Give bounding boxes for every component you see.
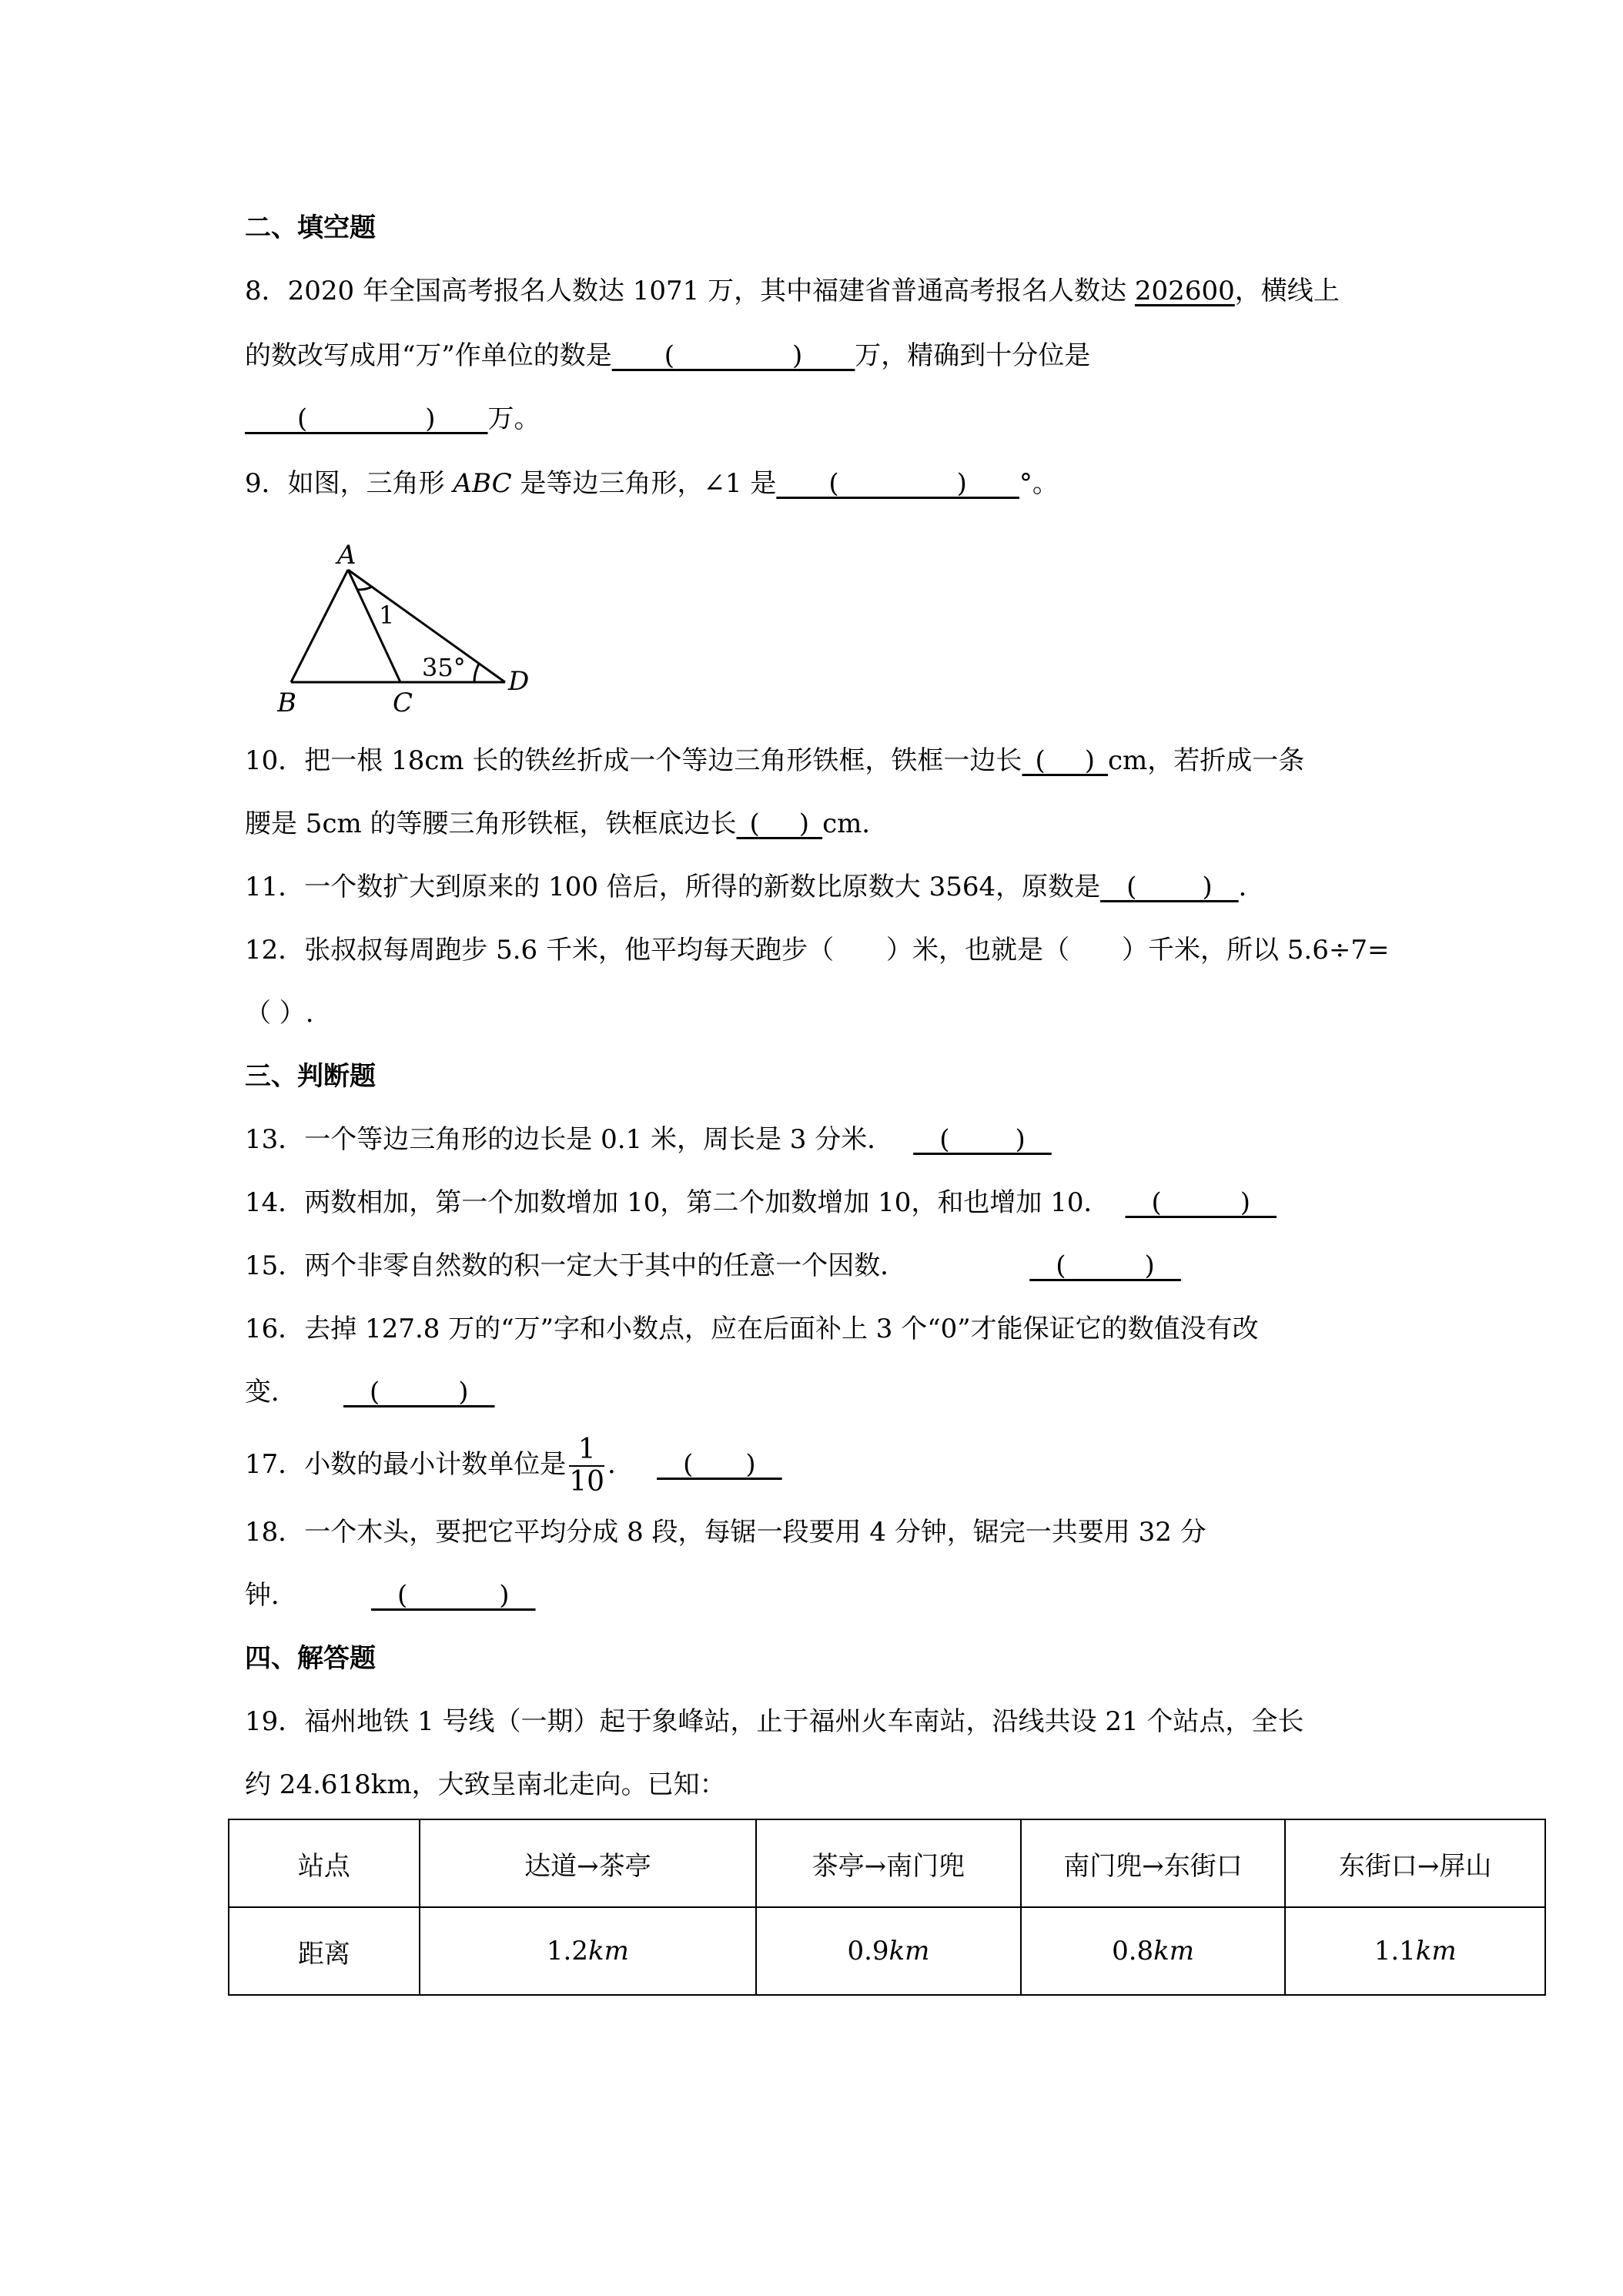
- table-cell: [1285, 1907, 1545, 1995]
- q15-text: 15．两个非零自然数的积一定大于其中的任意一个因数．: [245, 1250, 907, 1281]
- q10-text-3: 腰是 5cm 的等腰三角形铁框，铁框底边长: [245, 808, 737, 839]
- table-row-label: 距离: [229, 1907, 420, 1995]
- q17-post: ．: [607, 1449, 634, 1480]
- table-header-cell: 南门兜→东街口: [1021, 1819, 1286, 1907]
- question-19-line-2: 约 24.618km，大致呈南北走向。已知：: [245, 1769, 726, 1800]
- table-header-cell: 达道→茶亭: [420, 1819, 756, 1907]
- table-header-cell: 茶亭→南门兜: [756, 1819, 1021, 1907]
- q10-text-4: cm．: [822, 808, 888, 839]
- q8-text-part2: ，横线上: [1234, 276, 1340, 306]
- label-c: C: [393, 688, 413, 718]
- side-ab: [291, 570, 348, 682]
- question-8-line-2: [245, 339, 1090, 373]
- q18-text-2: 钟．: [245, 1580, 297, 1611]
- q9-text-post: °。: [1019, 468, 1059, 499]
- question-18-line-1: 18．一个木头，要把它平均分成 8 段，每锯一段要用 4 分钟，锯完一共要用 32 分: [245, 1517, 1206, 1548]
- fraction-denominator: 10: [569, 1466, 605, 1498]
- angle-1-arc: [357, 587, 372, 590]
- q9-text-mid: 是等边三角形，∠1 是: [511, 468, 777, 499]
- section-title-fill: 二、填空题: [245, 213, 376, 243]
- question-12-line-1: 12．张叔叔每周跑步 5.6 千米，他平均每天跑步（ ）米，也就是（ ）千米，所以 5.6÷7=: [245, 935, 1390, 966]
- question-17: [245, 1434, 782, 1498]
- question-18-line-2: [245, 1578, 536, 1612]
- question-11: [245, 870, 1265, 904]
- q11-text: 11．一个数扩大到原来的 100 倍后，所得的新数比原数大 3564，原数是: [245, 872, 1101, 902]
- q10-blank-1[interactable]: _(___)_: [1022, 745, 1108, 776]
- table-header-cell: 站点: [229, 1819, 420, 1907]
- section-title-judge: 三、判断题: [245, 1061, 376, 1092]
- distance-value: 0.9: [847, 1936, 889, 1966]
- table-header-row: [229, 1819, 1545, 1907]
- question-14: [245, 1186, 1277, 1220]
- distance-unit: km: [588, 1936, 629, 1966]
- label-d: D: [508, 666, 530, 697]
- angle-35-arc: [474, 664, 479, 682]
- q9-blank[interactable]: ____(_________)____: [776, 468, 1019, 499]
- q18-blank[interactable]: __(_______)__: [371, 1580, 536, 1611]
- table-header-cell: 东街口→屏山: [1285, 1819, 1545, 1907]
- q16-blank[interactable]: __(______)__: [343, 1377, 495, 1407]
- q16-text-2: 变．: [245, 1377, 297, 1407]
- q8-line3-suffix: 万。: [487, 403, 540, 434]
- q10-blank-2[interactable]: _(___)_: [736, 808, 823, 839]
- label-a: A: [337, 540, 356, 571]
- q10-text-2: cm，若折成一条: [1107, 745, 1305, 776]
- distance-value: 0.8: [1112, 1936, 1154, 1966]
- table-cell: [756, 1907, 1021, 1995]
- distance-table: [228, 1819, 1546, 1996]
- question-19-line-1: 19．福州地铁 1 号线（一期）起于象峰站，止于福州火车南站，沿线共设 21 个站点，全长: [245, 1706, 1304, 1737]
- q8-blank-1[interactable]: ____(_________)____: [611, 340, 855, 371]
- q13-blank[interactable]: __(_____)__: [913, 1124, 1052, 1155]
- question-10-line-2: [245, 807, 888, 841]
- label-angle-1: 1: [379, 601, 395, 630]
- question-9: [245, 467, 1059, 500]
- question-12-line-2: （ ）.: [245, 998, 314, 1029]
- q8-line2-text: 的数改写成用“万”作单位的数是: [245, 340, 612, 371]
- q8-line2-suffix: 万，精确到十分位是: [855, 340, 1091, 371]
- section-title-solve: 四、解答题: [245, 1643, 376, 1674]
- q9-triangle-name: ABC: [453, 468, 512, 499]
- question-8-line-3: [245, 402, 540, 436]
- q17-blank[interactable]: __(____)__: [657, 1449, 782, 1480]
- q9-text-pre: 9．如图，三角形: [245, 468, 453, 499]
- distance-value: 1.2: [546, 1936, 588, 1966]
- q11-blank[interactable]: __(_____)__: [1100, 872, 1239, 902]
- q11-post: ．: [1238, 872, 1265, 902]
- question-8-line-1: [245, 274, 1340, 308]
- table-cell: [1021, 1907, 1286, 1995]
- q14-blank[interactable]: __(______)__: [1125, 1187, 1277, 1218]
- q13-text: 13．一个等边三角形的边长是 0.1 米，周长是 3 分米．: [245, 1124, 894, 1155]
- distance-value: 1.1: [1374, 1936, 1416, 1966]
- q8-underlined-number: 202600: [1134, 276, 1235, 306]
- question-13: [245, 1123, 1052, 1156]
- distance-unit: km: [1415, 1936, 1457, 1966]
- question-16-line-2: [245, 1375, 495, 1409]
- question-10-line-1: [245, 744, 1304, 778]
- label-angle-35: 35°: [422, 653, 466, 682]
- triangle-figure: [277, 539, 539, 724]
- q14-text: 14．两数相加，第一个加数增加 10，第二个加数增加 10，和也增加 10．: [245, 1187, 1110, 1218]
- table-row: [229, 1907, 1545, 1995]
- distance-unit: km: [1153, 1936, 1194, 1966]
- q10-text-1: 10．把一根 18cm 长的铁丝折成一个等边三角形铁框，铁框一边长: [245, 745, 1022, 776]
- q15-blank[interactable]: __(______)__: [1029, 1250, 1181, 1281]
- question-15: [245, 1249, 1181, 1283]
- q8-blank-2[interactable]: ____(_________)____: [245, 403, 488, 434]
- label-b: B: [277, 688, 296, 718]
- question-16-line-1: 16．去掉 127.8 万的“万”字和小数点，应在后面补上 3 个“0”才能保证它的数值没有改: [245, 1314, 1259, 1344]
- fraction-numerator: 1: [569, 1434, 604, 1467]
- q8-text-part1: 8．2020 年全国高考报名人数达 1071 万，其中福建省普通高考报名人数达: [245, 276, 1135, 306]
- q17-text: 17．小数的最小计数单位是: [245, 1449, 567, 1480]
- distance-unit: km: [888, 1936, 930, 1966]
- table-cell: [420, 1907, 756, 1995]
- fraction-one-tenth: [569, 1434, 604, 1498]
